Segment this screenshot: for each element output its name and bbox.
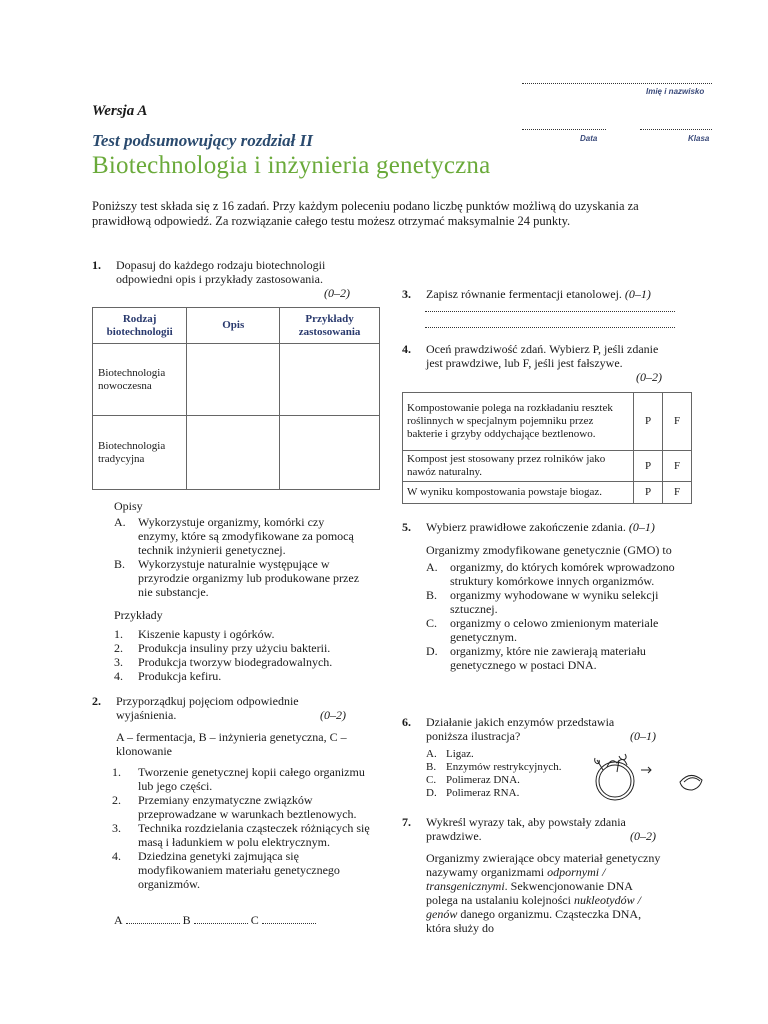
strike-choice[interactable]: nukleotydów / genów <box>426 893 641 921</box>
item-text: Wykorzystuje naturalnie występujące w przyrodzie organizmy lub produkowane przez nie substancje. <box>138 557 360 599</box>
question-1 <box>92 258 382 301</box>
option-text: Enzymów restrykcyjnych. <box>446 761 562 773</box>
option-item[interactable] <box>426 761 586 774</box>
version-label: Wersja A <box>92 103 148 119</box>
item-number: 1. <box>114 627 123 641</box>
q7-sentences: Organizmy zwierające obcy materiał genetyczny nazywamy organizmami odpornymi / transgenicznymi. Sekwencjonowanie DNA polega na ustalaniu kolejności nukleotydów / genów danego organizmu. Cząsteczka DNA, która służy do <box>426 851 661 935</box>
q6-options <box>426 748 586 800</box>
question-text-body: Wybierz prawidłowe zakończenie zdania. <box>426 520 626 534</box>
question-points: (0–2) <box>630 829 656 843</box>
name-line[interactable] <box>522 83 712 84</box>
list-item <box>112 849 377 891</box>
name-label: Imię i nazwisko <box>646 87 705 96</box>
question-text-body: Zapisz równanie fermentacji etanolowej. <box>426 287 622 301</box>
question-points: (0–2) <box>324 286 350 300</box>
answer-label-c: C <box>250 913 259 927</box>
question-text: Wykreśl wyrazy tak, aby powstały zdania prawdziwe. <box>426 815 626 843</box>
false-option[interactable]: F <box>663 393 692 451</box>
item-text: Produkcja insuliny przy użyciu bakterii. <box>138 641 331 655</box>
table-header: Opis <box>187 308 280 344</box>
item-letter: B. <box>114 557 126 571</box>
sentence-text: danego organizmu. <box>460 907 553 921</box>
strike-choice[interactable]: odpornymi / transgenicznymi <box>426 865 606 893</box>
list-item <box>112 765 377 793</box>
option-letter: D. <box>426 644 438 658</box>
statement-cell: Kompostowanie polega na rozkładaniu resztek roślinnych w specjalnym pojemniku przez bakterie i grzyby oddychające beztlenowo. <box>403 393 634 451</box>
q5-options <box>426 560 681 672</box>
question-text-body: Przyporządkuj pojęciom odpowiednie wyjaśnienia. <box>116 694 299 722</box>
q1-descriptions <box>114 499 364 683</box>
sentence-text: Sekwencjonowanie DNA polega na ustalaniu kolejności <box>426 879 633 907</box>
item-text: Dziedzina genetyki zajmująca się modyfikowaniem materiału genetycznego organizmów. <box>138 849 340 891</box>
answer-cell[interactable] <box>187 416 280 490</box>
answer-blank-c[interactable] <box>262 923 316 924</box>
q2-answer-line <box>114 913 319 927</box>
q3-answer-line[interactable] <box>425 327 675 328</box>
question-3 <box>402 287 682 301</box>
item-letter: A. <box>114 515 126 529</box>
item-number: 2. <box>114 641 123 655</box>
item-number: 4. <box>112 849 121 863</box>
option-text: organizmy wyhodowane w wyniku selekcji sztucznej. <box>450 588 659 616</box>
option-item[interactable] <box>426 588 681 616</box>
true-option[interactable]: P <box>634 451 663 482</box>
list-item <box>114 627 364 641</box>
false-option[interactable]: F <box>663 482 692 504</box>
class-label: Klasa <box>688 134 710 143</box>
question-points: (0–2) <box>636 370 662 384</box>
option-text: Polimeraz RNA. <box>446 787 520 799</box>
list-item <box>114 655 364 669</box>
answer-label-b: B <box>182 913 191 927</box>
item-text: Produkcja tworzyw biodegradowalnych. <box>138 655 333 669</box>
list-item <box>112 793 377 821</box>
plasmid-illustration <box>585 748 710 806</box>
item-text: Przemiany enzymatyczne związków przeprowadzane w warunkach beztlenowych. <box>138 793 357 821</box>
question-number: 5. <box>402 520 411 534</box>
sentence-text: Organizmy zwierające obcy materiał genetyczny nazywamy organizmami <box>426 851 661 879</box>
option-text: organizmy o celowo zmienionym materiale genetycznym. <box>450 616 659 644</box>
q2-items <box>112 765 377 891</box>
list-heading: Przykłady <box>114 608 163 622</box>
true-option[interactable]: P <box>634 393 663 451</box>
question-number: 2. <box>92 694 101 708</box>
option-item[interactable] <box>426 616 681 644</box>
option-item[interactable] <box>426 644 681 672</box>
answer-label-a: A <box>114 913 123 927</box>
table-cell: Biotechnologia nowoczesna <box>93 344 187 416</box>
question-5 <box>402 520 687 672</box>
option-item[interactable] <box>426 560 681 588</box>
item-number: 4. <box>114 669 123 683</box>
table-header: Przykłady zastosowania <box>280 308 380 344</box>
option-letter: B. <box>426 761 437 773</box>
question-points: (0–1) <box>628 520 655 534</box>
table-cell: Biotechnologia tradycyjna <box>93 416 187 490</box>
question-number: 1. <box>92 258 101 272</box>
answer-cell[interactable] <box>280 344 380 416</box>
question-number: 4. <box>402 342 411 356</box>
statement-cell: Kompost jest stosowany przez rolników jako nawóz naturalny. <box>403 451 634 482</box>
question-number: 3. <box>402 287 411 301</box>
answer-blank-b[interactable] <box>194 923 248 924</box>
answer-cell[interactable] <box>280 416 380 490</box>
option-letter: C. <box>426 616 438 630</box>
answer-cell[interactable] <box>187 344 280 416</box>
option-text: Polimeraz DNA. <box>446 774 520 786</box>
false-option[interactable]: F <box>663 451 692 482</box>
option-letter: B. <box>426 588 438 602</box>
question-text: Dopasuj do każdego rodzaju biotechnologii odpowiedni opis i przykłady zastosowania. <box>116 258 326 286</box>
option-letter: A. <box>426 748 437 760</box>
item-number: 3. <box>114 655 123 669</box>
test-subtitle: Test podsumowujący rozdział II <box>92 131 313 150</box>
question-number: 6. <box>402 715 411 729</box>
question-text <box>426 287 682 301</box>
question-points: (0–2) <box>320 708 346 722</box>
option-text: organizmy, do których komórek wprowadzono struktury komórkowe innych organizmów. <box>450 560 675 588</box>
item-number: 2. <box>112 793 121 807</box>
item-text: Wykorzystuje organizmy, komórki czy enzymy, które są zmodyfikowane za pomocą technik inżynierii genetycznej. <box>138 515 354 557</box>
item-text: Tworzenie genetycznej kopii całego organizmu lub jego części. <box>138 765 365 793</box>
item-text: Technika rozdzielania cząsteczek różniących się masą i ładunkiem w polu elektrycznym. <box>138 821 370 849</box>
list-item <box>114 641 364 655</box>
question-text <box>426 520 687 534</box>
option-item[interactable] <box>426 748 586 761</box>
test-title: Biotechnologia i inżynieria genetyczna <box>92 152 491 179</box>
option-text: organizmy, które nie zawierają materiału genetycznego w postaci DNA. <box>450 644 646 672</box>
question-4 <box>402 342 682 385</box>
q5-stem: Organizmy zmodyfikowane genetycznie (GMO) to <box>426 543 672 557</box>
question-text: Oceń prawdziwość zdań. Wybierz P, jeśli zdanie jest prawdziwe, lub F, jeśli jest fałszywe. <box>426 342 659 370</box>
q4-truefalse-table <box>402 392 692 504</box>
option-letter: C. <box>426 774 437 786</box>
true-option[interactable]: P <box>634 482 663 504</box>
list-item <box>114 669 364 683</box>
intro-text: Poniższy test składa się z 16 zadań. Przy każdym poleceniu podano liczbę punktów możliwą do uzyskania za prawidłową odpowiedź. Za rozwiązanie całego testu możesz otrzymać maksymalnie 24 punkty. <box>92 199 639 228</box>
sentence-text: Cząsteczka DNA, która służy do <box>426 907 642 935</box>
q3-answer-line[interactable] <box>425 311 675 312</box>
question-points: (0–1) <box>624 287 651 301</box>
item-text: Produkcja kefiru. <box>138 669 222 683</box>
list-item <box>114 515 364 557</box>
list-heading: Opisy <box>114 499 143 513</box>
list-item <box>112 821 377 849</box>
statement-cell: W wyniku kompostowania powstaje biogaz. <box>403 482 634 504</box>
date-label: Data <box>580 134 598 143</box>
option-text: Ligaz. <box>446 748 474 760</box>
date-line[interactable] <box>522 129 606 130</box>
q2-concepts: A – fermentacja, B – inżynieria genetyczna, C – klonowanie <box>116 730 347 758</box>
answer-blank-a[interactable] <box>126 923 180 924</box>
item-number: 1. <box>112 765 121 779</box>
option-letter: A. <box>426 560 438 574</box>
question-text: Działanie jakich enzymów przedstawia poniższa ilustracja? <box>426 715 615 743</box>
question-points: (0–1) <box>630 729 656 743</box>
q1-match-table <box>92 307 380 490</box>
option-item[interactable] <box>426 787 586 800</box>
list-item <box>114 557 364 599</box>
option-item[interactable] <box>426 774 586 787</box>
question-number: 7. <box>402 815 411 829</box>
item-text: Kiszenie kapusty i ogórków. <box>138 627 275 641</box>
class-line[interactable] <box>640 129 712 130</box>
option-letter: D. <box>426 787 437 799</box>
item-number: 3. <box>112 821 121 835</box>
question-7 <box>402 815 687 935</box>
question-6 <box>402 715 687 743</box>
table-header: Rodzaj biotechnologii <box>93 308 187 344</box>
question-2 <box>92 694 382 758</box>
